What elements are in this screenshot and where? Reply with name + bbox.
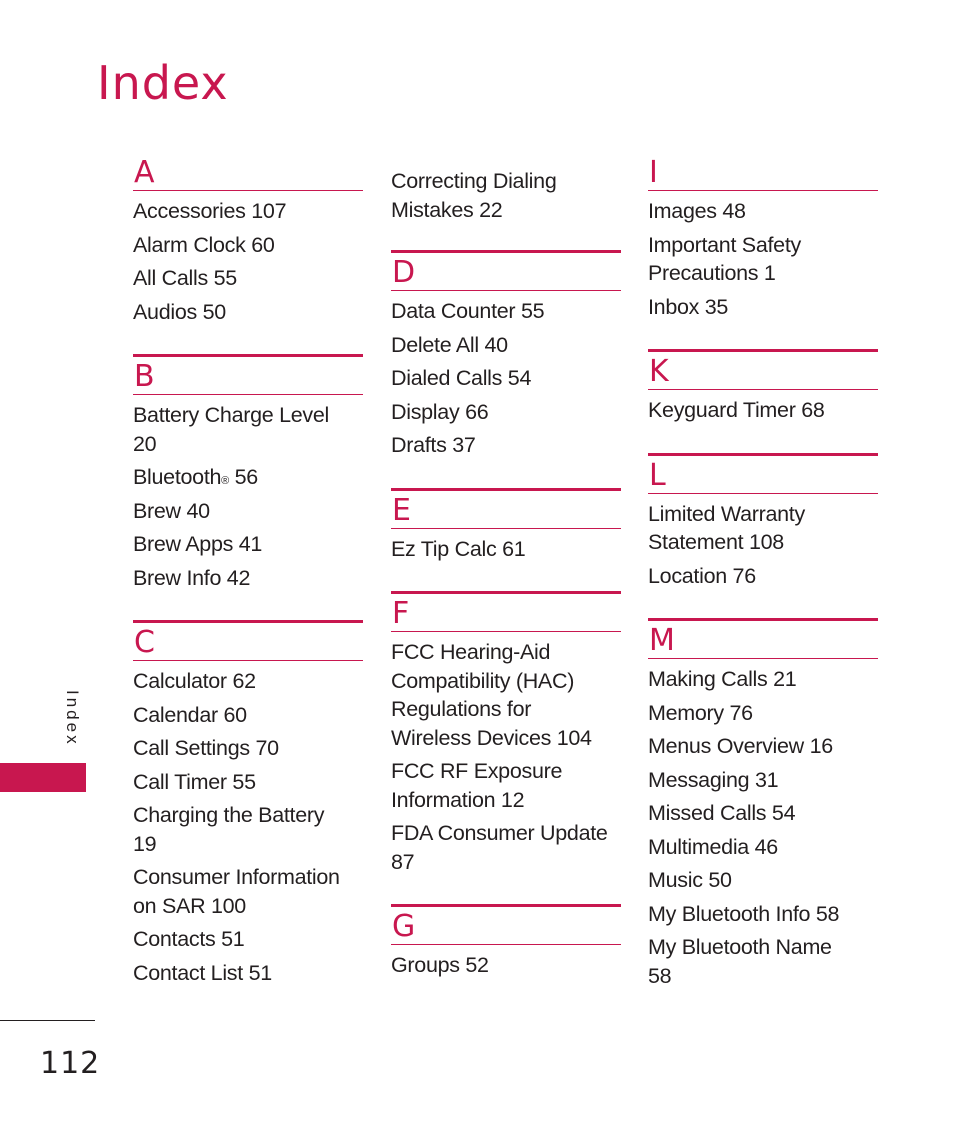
index-entry: Alarm Clock 60 <box>133 232 275 257</box>
index-section-g <box>391 904 621 980</box>
side-tab-label: Index <box>63 690 82 747</box>
index-entry: Brew 40 <box>133 498 210 523</box>
section-letter: F <box>392 596 410 631</box>
section-divider <box>648 389 878 390</box>
index-entry: Groups 52 <box>391 953 489 977</box>
section-top-rule <box>648 349 878 352</box>
index-entry: All Calls 55 <box>133 266 237 290</box>
index-entry: Dialed Calls 54 <box>391 366 532 390</box>
index-entry: Brew Info 42 <box>133 565 251 590</box>
index-entry: Making Calls 21 <box>648 667 797 691</box>
index-entry: Correcting Dialing Mistakes 22 <box>391 169 557 222</box>
section-letter: D <box>392 255 416 290</box>
index-entry: Menus Overview 16 <box>648 734 833 758</box>
index-entry: Contact List 51 <box>133 960 272 985</box>
section-letter: K <box>649 354 669 389</box>
section-letter: L <box>649 457 666 493</box>
section-letter: C <box>134 625 155 660</box>
index-entry: My Bluetooth Name 58 <box>648 935 832 988</box>
index-entry: Missed Calls 54 <box>648 801 796 825</box>
section-top-rule <box>391 904 621 907</box>
section-divider <box>391 631 621 632</box>
index-column-1 <box>133 150 363 1015</box>
index-entry: Calendar 60 <box>133 702 247 727</box>
index-section-i <box>648 150 878 321</box>
section-top-rule <box>391 250 621 253</box>
index-entry: Data Counter 55 <box>391 299 545 323</box>
section-letter: G <box>392 909 416 944</box>
section-top-rule <box>391 488 621 491</box>
section-letter: E <box>392 492 411 528</box>
index-section-b <box>133 354 363 592</box>
index-entry: Music 50 <box>648 868 732 892</box>
section-divider <box>391 528 621 529</box>
index-entry: Audios 50 <box>133 299 226 324</box>
index-entry: Brew Apps 41 <box>133 532 263 556</box>
index-section-m <box>648 618 878 990</box>
index-column-2 <box>391 150 621 1008</box>
index-entry: FCC Hearing-Aid Compatibility (HAC) Regulations for Wireless Devices 104 <box>391 640 592 750</box>
index-column-3 <box>648 150 878 1018</box>
registered-mark: ® <box>221 475 229 487</box>
page-number: 112 <box>40 1046 101 1081</box>
index-entry: Battery Charge Level 20 <box>133 403 329 456</box>
index-entry: Drafts 37 <box>391 433 476 457</box>
section-divider <box>648 190 878 191</box>
section-letter: B <box>134 359 155 394</box>
section-divider <box>133 660 363 661</box>
index-section-f <box>391 591 621 876</box>
index-section-l <box>648 453 878 591</box>
index-entry: Display 66 <box>391 399 489 424</box>
index-entry: Important Safety Precautions 1 <box>648 232 801 285</box>
section-letter: M <box>649 623 675 658</box>
index-section-d <box>391 250 621 460</box>
index-entry: Delete All 40 <box>391 332 508 357</box>
index-entry: Ez Tip Calc 61 <box>391 536 526 561</box>
index-section-k <box>648 349 878 425</box>
index-entry: Call Timer 55 <box>133 769 256 794</box>
continued-entries <box>391 167 621 224</box>
index-entry: Accessories 107 <box>133 199 287 223</box>
section-divider <box>133 190 363 191</box>
index-entry: Memory 76 <box>648 700 753 725</box>
index-entry: Bluetooth® 56 <box>133 465 258 489</box>
section-divider <box>133 394 363 395</box>
section-top-rule <box>133 354 363 357</box>
index-entry: FCC RF Exposure Information 12 <box>391 759 563 812</box>
section-letter: A <box>134 155 155 190</box>
index-entry: Charging the Battery 19 <box>133 803 325 856</box>
index-entry: Calculator 62 <box>133 669 256 693</box>
index-entry: FDA Consumer Update 87 <box>391 821 608 874</box>
section-top-rule <box>133 620 363 623</box>
section-letter: I <box>649 155 658 190</box>
section-top-rule <box>391 591 621 594</box>
index-section-a <box>133 150 363 326</box>
index-entry: Inbox 35 <box>648 294 729 319</box>
index-entry: Contacts 51 <box>133 927 245 951</box>
section-divider <box>391 944 621 945</box>
index-entry: My Bluetooth Info 58 <box>648 901 840 926</box>
section-top-rule <box>648 618 878 621</box>
index-entry: Consumer Information on SAR 100 <box>133 865 340 918</box>
section-divider <box>648 658 878 659</box>
section-divider <box>648 493 878 494</box>
index-entry: Keyguard Timer 68 <box>648 398 825 422</box>
index-entry: Location 76 <box>648 563 756 588</box>
index-entry: Images 48 <box>648 199 746 223</box>
index-entry: Multimedia 46 <box>648 834 778 859</box>
index-section-c <box>133 620 363 987</box>
index-entry: Limited Warranty Statement 108 <box>648 501 805 554</box>
index-entry: Call Settings 70 <box>133 736 279 760</box>
index-section-e <box>391 488 621 564</box>
page-title: Index <box>97 56 229 110</box>
index-entry: Messaging 31 <box>648 767 779 792</box>
page-number-rule <box>0 1020 95 1021</box>
side-tab-marker <box>0 763 86 792</box>
section-top-rule <box>648 453 878 456</box>
section-divider <box>391 290 621 291</box>
